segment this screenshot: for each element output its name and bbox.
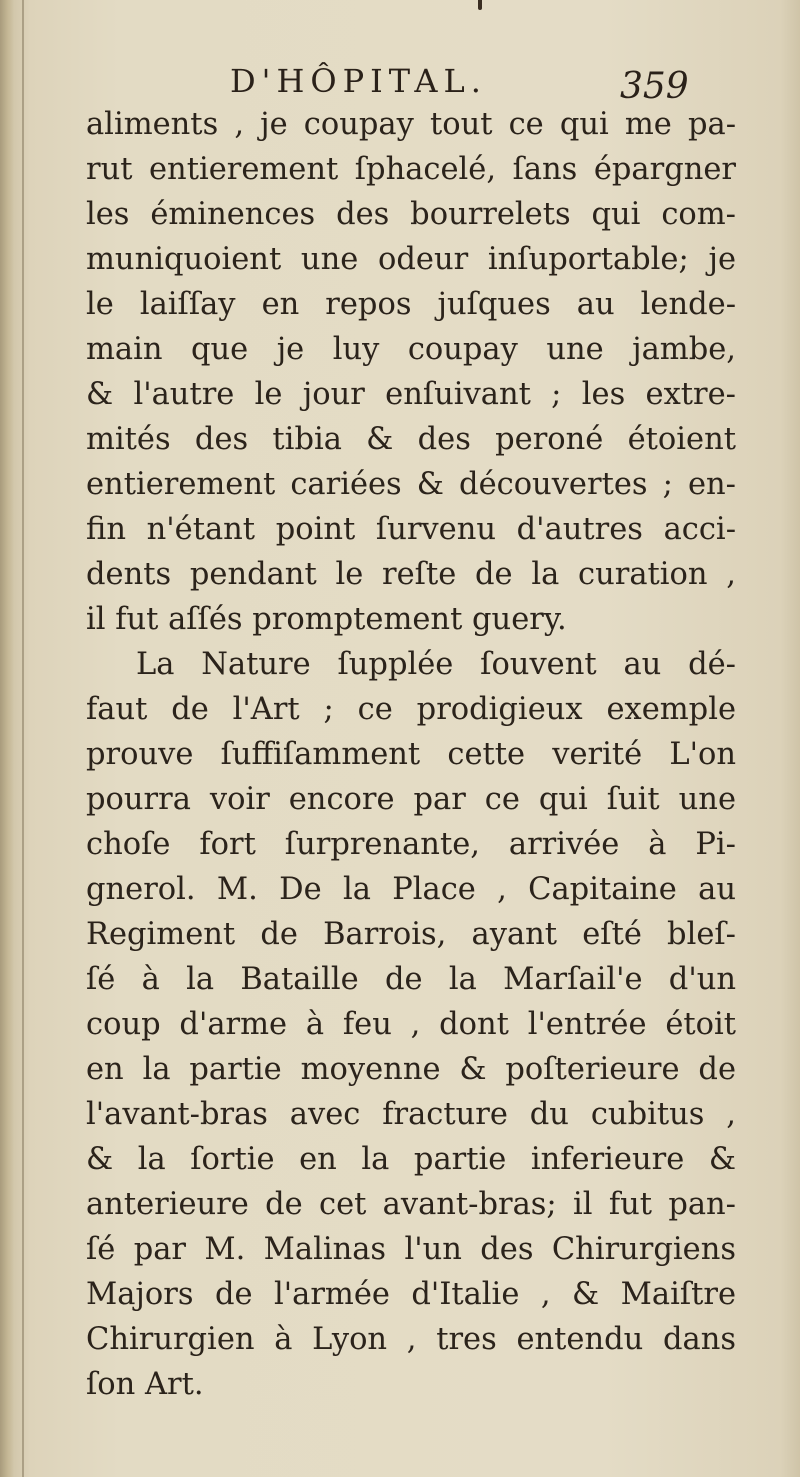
text-line: entierement cariées & découvertes ; en-	[86, 467, 736, 502]
text-line: Majors de l'armée d'Italie , & Maiſtre	[86, 1277, 736, 1312]
binding-line	[22, 0, 24, 1477]
text-line: ſé par M. Malinas l'un des Chirurgiens	[86, 1232, 736, 1267]
text-line: faut de l'Art ; ce prodigieux exemple	[86, 692, 736, 727]
text-line: mités des tibia & des peroné étoient	[86, 422, 736, 457]
text-line: fin n'étant point ſurvenu d'autres acci-	[86, 512, 736, 547]
text-line: gnerol. M. De la Place , Capitaine au	[86, 872, 736, 907]
text-line: & l'autre le jour enſuivant ; les extre-	[86, 377, 736, 412]
text-line: le laiſſay en repos juſques au lende-	[86, 287, 736, 322]
text-line: muniquoient une odeur inſuportable; je	[86, 242, 736, 277]
text-line: aliments , je coupay tout ce qui me pa-	[86, 107, 736, 142]
paragraph-end-line: ſon Art.	[86, 1367, 204, 1402]
text-line: main que je luy coupay une jambe,	[86, 332, 736, 367]
text-line: & la ſortie en la partie inferieure &	[86, 1142, 736, 1177]
paragraph-start-line: La Nature ſupplée ſouvent au dé-	[136, 647, 736, 682]
ink-mark	[478, 0, 482, 10]
paragraph-end-line: il fut aſſés promptement guery.	[86, 602, 567, 637]
running-head: D'HÔPITAL.	[230, 62, 487, 100]
text-line: l'avant-bras avec fracture du cubitus ,	[86, 1097, 736, 1132]
text-line: anterieure de cet avant-bras; il fut pan-	[86, 1187, 736, 1222]
text-line: en la partie moyenne & poſterieure de	[86, 1052, 736, 1087]
text-line: Regiment de Barrois, ayant eſté bleſ-	[86, 917, 736, 952]
text-line: coup d'arme à feu , dont l'entrée étoit	[86, 1007, 736, 1042]
text-line: pourra voir encore par ce qui ſuit une	[86, 782, 736, 817]
text-line: ſé à la Bataille de la Marſail'e d'un	[86, 962, 736, 997]
text-line: rut entierement ſphacelé, ſans épargner	[86, 152, 736, 187]
text-line: Chirurgien à Lyon , tres entendu dans	[86, 1322, 736, 1357]
body-text	[86, 102, 736, 1407]
text-line: prouve ſuffiſamment cette verité L'on	[86, 737, 736, 772]
text-line: choſe fort ſurprenante, arrivée à Pi-	[86, 827, 736, 862]
text-line: les éminences des bourrelets qui com-	[86, 197, 736, 232]
page-number: 359	[620, 66, 689, 107]
binding-shadow	[0, 0, 14, 1477]
text-line: dents pendant le reſte de la curation ,	[86, 557, 736, 592]
